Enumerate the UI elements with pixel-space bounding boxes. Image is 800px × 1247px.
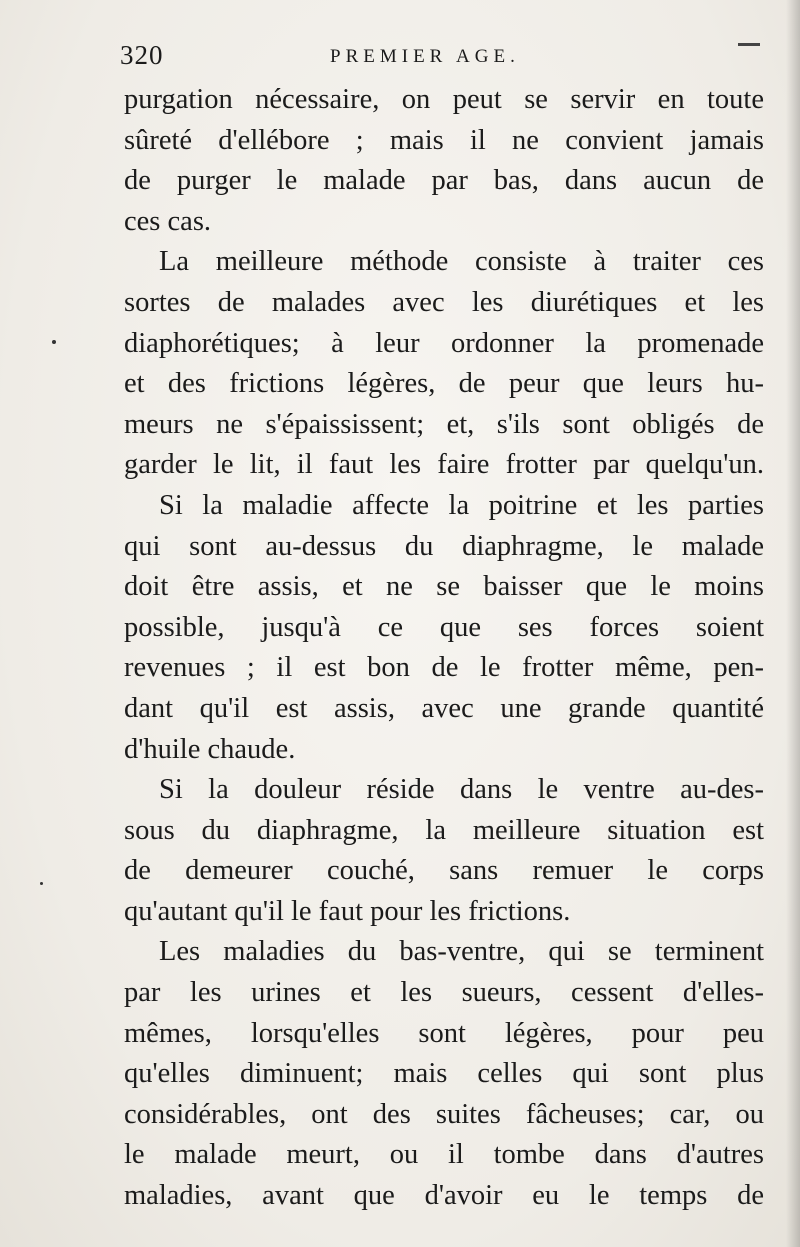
text-line: mêmes, lorsqu'elles sont légères, pour peu: [124, 1017, 764, 1049]
text-line: possible, jusqu'à ce que ses forces soient: [124, 611, 764, 643]
text-line: sortes de malades avec les diurétiques et les: [124, 286, 764, 318]
body-text: [124, 80, 764, 1217]
text-line: de demeurer couché, sans remuer le corps: [124, 855, 764, 887]
ink-speck: [40, 882, 43, 885]
text-line: meurs ne s'épaississent; et, s'ils sont obligés de: [124, 408, 764, 440]
text-line: diaphorétiques; à leur ordonner la promenade: [124, 327, 764, 359]
text-line: le malade meurt, ou il tombe dans d'autres: [124, 1139, 764, 1171]
text-line: qu'elles diminuent; mais celles qui sont plus: [124, 1058, 764, 1090]
text-line: par les urines et les sueurs, cessent d'elles-: [124, 977, 764, 1009]
page-number: 320: [120, 40, 164, 70]
text-line: qui sont au-dessus du diaphragme, le malade: [124, 530, 764, 562]
text-line: sous du diaphragme, la meilleure situation est: [124, 814, 764, 846]
text-line: La meilleure méthode consiste à traiter ces: [159, 246, 764, 278]
text-line: Les maladies du bas-ventre, qui se terminent: [159, 936, 764, 968]
text-line: qu'autant qu'il le faut pour les frictions.: [124, 895, 571, 927]
text-line: considérables, ont des suites fâcheuses; car, ou: [124, 1098, 764, 1130]
running-head: [120, 40, 760, 76]
text-line: de purger le malade par bas, dans aucun de: [124, 165, 764, 197]
text-line: dant qu'il est assis, avec une grande quantité: [124, 692, 764, 724]
ink-speck: [52, 340, 56, 344]
text-line: revenues ; il est bon de le frotter même, pen-: [124, 652, 764, 684]
text-line: Si la maladie affecte la poitrine et les parties: [159, 489, 764, 521]
text-line: garder le lit, il faut les faire frotter par quelqu'un.: [124, 449, 764, 481]
page-edge-shadow: [786, 0, 800, 1247]
text-line: doit être assis, et ne se baisser que le moins: [124, 571, 764, 603]
text-line: d'huile chaude.: [124, 733, 296, 765]
text-line: maladies, avant que d'avoir eu le temps de: [124, 1180, 764, 1212]
text-line: sûreté d'ellébore ; mais il ne convient jamais: [124, 124, 764, 156]
header-dash-mark: [738, 43, 760, 46]
text-line: Si la douleur réside dans le ventre au-des-: [159, 774, 764, 806]
running-title: PREMIER AGE.: [330, 46, 520, 67]
text-line: purgation nécessaire, on peut se servir en toute: [124, 84, 764, 115]
text-line: ces cas.: [124, 205, 212, 237]
text-line: et des frictions légères, de peur que leurs hu-: [124, 368, 764, 400]
